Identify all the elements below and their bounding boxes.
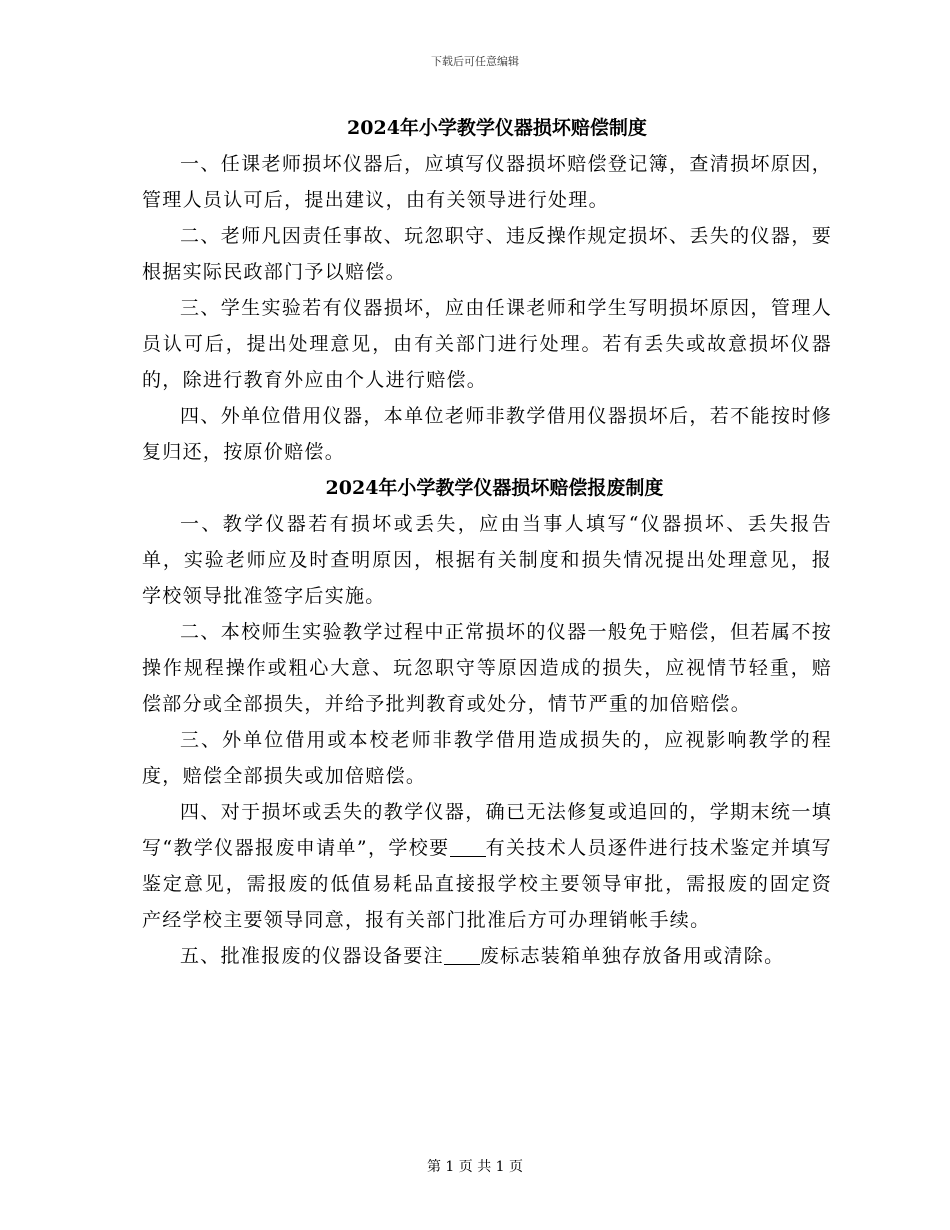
paragraph: 三、学生实验若有仪器损坏，应由任课老师和学生写明损坏原因，管理人员认可后，提出处理意见，由有关部门进行处理。若有丢失或故意损坏仪器的，除进行教育外应由个人进行赔偿。 <box>142 297 832 391</box>
paragraph-text: 有关技术人员逐件进行技术鉴定并填写鉴定意见，需报废的低值易耗品直接报学校主要领导审批，需报废的固定资产经学校主要领导同意，报有关部门批准后方可办理销帐手续。 <box>142 837 832 931</box>
paragraph: 二、本校师生实验教学过程中正常损坏的仪器一般免于赔偿，但若属不按操作规程操作或粗心大意、玩忽职守等原因造成的损失，应视情节轻重，赔偿部分或全部损失，并给予批判教育或处分，情节严重的加倍赔偿。 <box>142 621 832 715</box>
paragraph-text: 五、批准报废的仪器设备要注 <box>180 945 444 967</box>
paragraph: 三、外单位借用或本校老师非教学借用造成损失的，应视影响教学的程度，赔偿全部损失或加倍赔偿。 <box>142 729 832 787</box>
section-title: 2024年小学教学仪器损坏赔偿报废制度 <box>325 477 664 499</box>
paragraph <box>142 938 832 974</box>
paragraph-text: 四、对于损坏或丢失的教学仪器，确已无法修复或追回的，学期末统一填写“教学仪器报废申请单”，学校要 <box>142 801 832 859</box>
paragraph-text: 废标志装箱单独存放备用或清除。 <box>479 945 785 967</box>
fill-blank <box>450 837 486 857</box>
section-damage-scrap <box>142 470 832 974</box>
page-header: 下载后可任意编辑 <box>431 55 519 68</box>
paragraph: 一、任课老师损坏仪器后，应填写仪器损坏赔偿登记簿，查清损坏原因，管理人员认可后，提出建议，由有关领导进行处理。 <box>142 153 832 211</box>
section-damage-compensation <box>142 110 832 470</box>
page-footer: 第 1 页 共 1 页 <box>426 1159 524 1175</box>
paragraph: 一、教学仪器若有损坏或丢失，应由当事人填写“仪器损坏、丢失报告单，实验老师应及时查明原因，根据有关制度和损失情况提出处理意见，报学校领导批准签字后实施。 <box>142 513 832 607</box>
paragraph <box>142 794 832 938</box>
section-title: 2024年小学教学仪器损坏赔偿制度 <box>347 117 647 139</box>
paragraph: 二、老师凡因责任事故、玩忽职守、违反操作规定损坏、丢失的仪器，要根据实际民政部门予以赔偿。 <box>142 225 832 283</box>
fill-blank <box>444 945 480 965</box>
paragraph: 四、外单位借用仪器，本单位老师非教学借用仪器损坏后，若不能按时修复归还，按原价赔偿。 <box>142 405 832 463</box>
document-body <box>142 110 832 974</box>
